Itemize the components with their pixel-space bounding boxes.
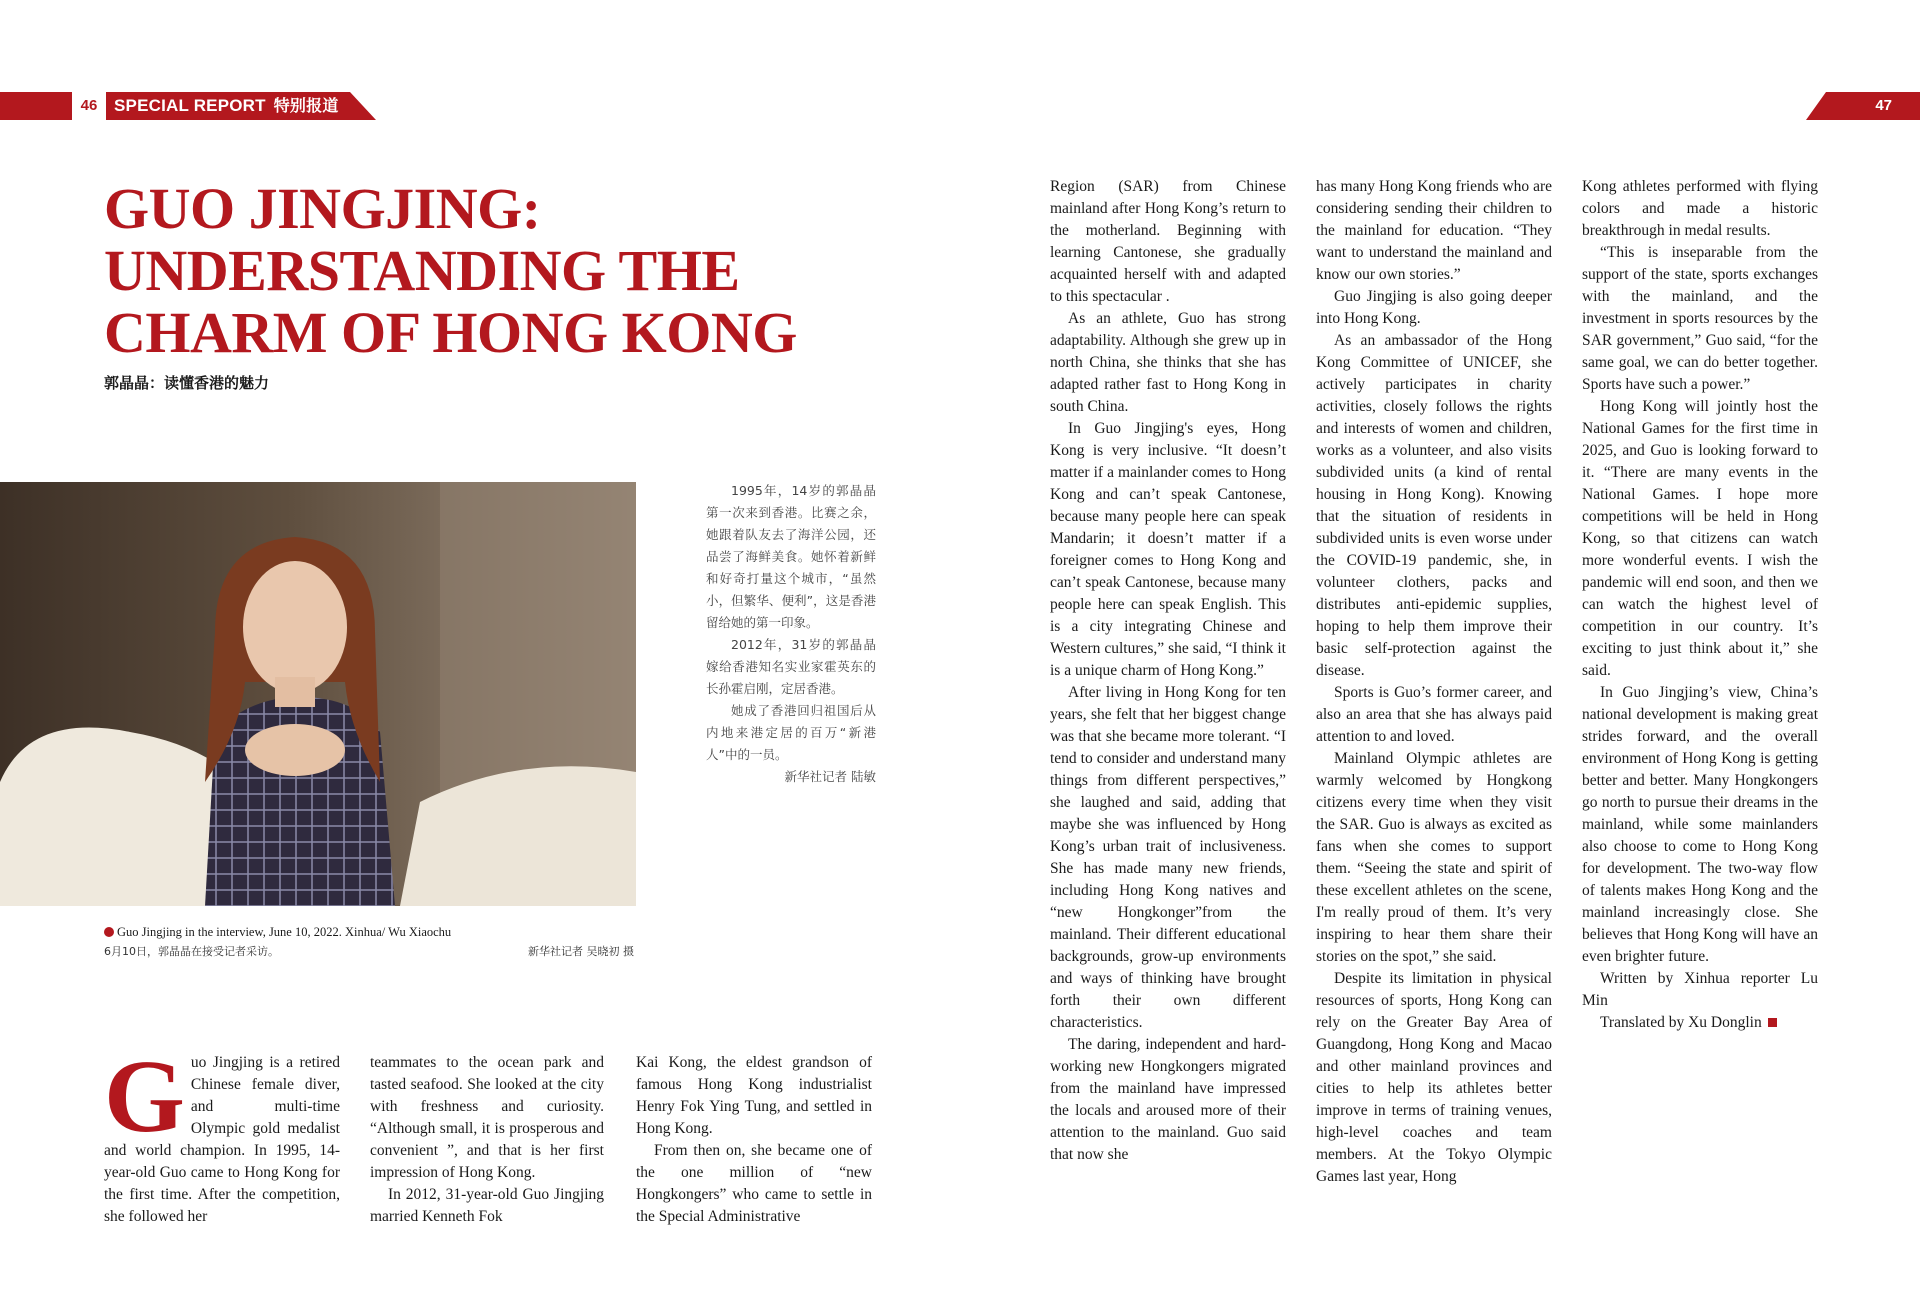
sidebar-paragraph: 1995年，14岁的郭晶晶第一次来到香港。比赛之余，她跟着队友去了海洋公园，还品尝了海鲜美食。她怀着新鲜和好奇打量这个城市，“虽然小，但繁华、便利”，这是香港留给她的第一印象。 (706, 483, 876, 630)
article-column-3 (636, 1052, 872, 1228)
photo-credit-cn: 新华社记者 吴晓初 摄 (528, 945, 634, 958)
article-paragraph: In Guo Jingjing’s view, China’s national development is making great strides forward, and the overall environment of Hong Kong is getting better and better. Many Hongkongers go north to pursue their dreams in the mainland, while some mainlanders also choose to come to Hong Kong for development. The two-way flow of talents makes Hong Kong and the mainland increasingly close. She believes that Hong Kong will have an even brighter future. (1582, 684, 1818, 965)
header-bar-right (1806, 92, 1920, 120)
article-byline: Written by Xinhua reporter Lu Min (1582, 970, 1818, 1009)
article-paragraph: From then on, she became one of the one million of “new Hongkongers” who came to settle in the Special Administrative (636, 1142, 872, 1225)
sidebar-paragraph: 2012年，31岁的郭晶晶嫁给香港知名实业家霍英东的长孙霍启刚，定居香港。 (706, 637, 876, 696)
photo-caption (104, 924, 644, 941)
article-paragraph: In Guo Jingjing's eyes, Hong Kong is very inclusive. “It doesn’t matter if a mainlander comes to Hong Kong and can’t speak Cantonese, because many people here can speak Mandarin; it doesn’t matter if a foreigner comes to Hong Kong and can’t speak Cantonese, because many people here can speak English. This is a city integrating Chinese and Western cultures,” she said, “I think it is a unique charm of Hong Kong.” (1050, 420, 1286, 679)
photo-caption-cn (104, 943, 634, 959)
section-label (114, 92, 339, 120)
caption-marker-icon (104, 927, 114, 937)
interview-photo-illustration (0, 482, 636, 906)
article-column-4 (1050, 176, 1286, 1166)
drop-cap: G (104, 1039, 185, 1154)
sidebar-credit: 新华社记者 陆敏 (784, 769, 876, 784)
photo-caption-cn-text: 6月10日，郭晶晶在接受记者采访。 (104, 945, 279, 958)
article-paragraph: has many Hong Kong friends who are considering sending their children to the mainland for education. “They want to understand the mainland and know our own stories.” (1316, 178, 1552, 283)
article-paragraph: Hong Kong will jointly host the National Games for the first time in 2025, and Guo is looking forward to it. “There are many events in the National Games. I hope more competitions will be held in Hong Kong, so that citizens can watch more wonderful events. I wish the pandemic will end soon, and then we can watch the highest level of competition in our country. It’s exciting to just think about it,” she said. (1582, 398, 1818, 679)
article-paragraph: Region (SAR) from Chinese mainland after Hong Kong’s return to the motherland. Beginning with learning Cantonese, she gradually acquainted herself with and adapted to this spectacular . (1050, 178, 1286, 305)
article-translator: Translated by Xu Donglin (1582, 1012, 1818, 1034)
title-line: GUO JINGJING: (104, 176, 541, 241)
article-paragraph: Sports is Guo’s former career, and also an area that she has always paid attention to and loved. (1316, 684, 1552, 745)
section-label-en: SPECIAL REPORT (114, 96, 266, 115)
title-line: CHARM OF HONG KONG (104, 300, 797, 365)
article-paragraph: teammates to the ocean park and tasted seafood. She looked at the city with freshness and curiosity. “Although small, it is prosperous and convenient ”, and that is her first impression of Hong Kong. (370, 1054, 604, 1181)
end-mark-icon (1768, 1018, 1777, 1027)
article-paragraph: After living in Hong Kong for ten years, she felt that her biggest change was that she became more tolerant. “I tend to consider and understand many things from different perspectives,” she laughed and said, adding that maybe she was influenced by Hong Kong’s urban trait of inclusiveness. She has made many new friends, including Hong Kong natives and “new Hongkonger”from the mainland. Their different educational backgrounds, grow-up environments and ways of thinking have brought forth their own different characteristics. (1050, 684, 1286, 1031)
article-paragraph: “This is inseparable from the support of the state, sports exchanges with the mainland, and the investment in sports resources by the SAR government,” Guo said, “for the same goal, we can do better together. Sports have such a power.” (1582, 244, 1818, 393)
article-paragraph: As an ambassador of the Hong Kong Committee of UNICEF, she actively participates in charity activities, closely follows the rights and interests of women and children, works as a volunteer, and also visits subdivided units (a kind of rental housing in Hong Kong). Knowing that the situation of residents in subdivided units is even worse under the COVID-19 pandemic, she, in volunteer clothers, packs and distributes anti-epidemic supplies, hoping to help them improve their basic self-protection against the disease. (1316, 332, 1552, 679)
section-label-cn: 特别报道 (273, 96, 339, 115)
photo-caption-text: Guo Jingjing in the interview, June 10, 2022. Xinhua/ Wu Xiaochu (117, 925, 452, 939)
article-paragraph: Despite its limitation in physical resources of sports, Hong Kong can rely on the Greater Bay Area of Guangdong, Hong Kong and Macao and other mainland provinces and cities to help its athletes better improve in terms of training venues, high-level coaches and team members. At the Tokyo Olympic Games last year, Hong (1316, 970, 1552, 1185)
article-paragraph: Mainland Olympic athletes are warmly welcomed by Hongkong citizens every time when they visit the SAR. Guo is always as excited as fans when she comes to support them. “Seeing the state and spirit of these excellent athletes on the scene, I'm really proud of them. It’s very inspiring to hear them share their stories on the spot,” she said. (1316, 750, 1552, 965)
article-paragraph: The daring, independent and hard-working new Hongkongers migrated from the mainland have impressed the locals and aroused more of their attention to the mainland. Guo said that now she (1050, 1036, 1286, 1163)
article-column-1 (104, 1039, 340, 1228)
article-title (104, 176, 797, 365)
article-paragraph: As an athlete, Guo has strong adaptability. Although she grew up in north China, she thinks that she has adapted rather fast to Hong Kong in south China. (1050, 310, 1286, 415)
article-column-5 (1316, 176, 1552, 1188)
article-paragraph: Guo Jingjing is a retired Chinese female diver, and multi-time Olympic gold medalist and world champion. In 1995, 14-year-old Guo came to Hong Kong for the first time. After the competition, she followed her (104, 1039, 340, 1225)
article-paragraph: Kai Kong, the eldest grandson of famous Hong Kong industrialist Henry Fok Ying Tung, and settled in Hong Kong. (636, 1054, 872, 1137)
article-paragraph: Kong athletes performed with flying colors and made a historic breakthrough in medal results. (1582, 178, 1818, 239)
page-number-left: 46 (72, 92, 106, 120)
article-paragraph: In 2012, 31-year-old Guo Jingjing married Kenneth Fok (370, 1186, 604, 1225)
article-column-2 (370, 1052, 604, 1228)
article-column-6 (1582, 176, 1818, 1034)
article-paragraph: Guo Jingjing is also going deeper into Hong Kong. (1316, 288, 1552, 327)
article-subtitle-cn: 郭晶晶：读懂香港的魅力 (104, 374, 270, 392)
page-number-right: 47 (1875, 97, 1892, 114)
photo-sidebar-cn (706, 480, 876, 788)
sidebar-paragraph: 她成了香港回归祖国后从内地来港定居的百万“新港人”中的一员。 (706, 703, 876, 762)
interview-photo (0, 482, 636, 906)
title-line: UNDERSTANDING THE (104, 238, 740, 303)
